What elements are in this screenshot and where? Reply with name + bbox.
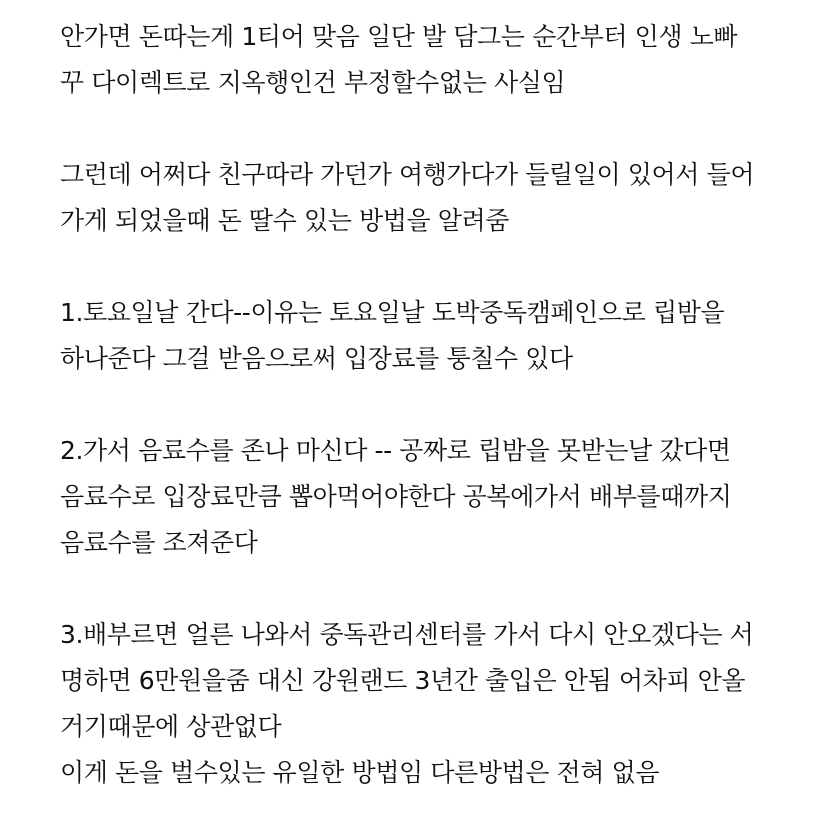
- text-line: 음료수를 조져준다: [60, 528, 258, 557]
- text-line: 2.가서 음료수를 존나 마신다 -- 공짜로 립밤을 못받는날 갔다면: [60, 436, 731, 465]
- text-line: 음료수로 입장료만큼 뽑아먹어야한다 공복에가서 배부를때까지: [60, 482, 732, 511]
- text-line: 거기때문에 상관없다: [60, 712, 282, 741]
- text-line: 1.토요일날 간다--이유는 토요일날 도박중독캠페인으로 립밤을: [60, 298, 725, 327]
- paragraph-step-2: [60, 428, 800, 566]
- paragraph-step-1: [60, 290, 800, 382]
- paragraph-context: [60, 152, 800, 244]
- paragraph-intro: [60, 14, 800, 106]
- text-line: 이게 돈을 벌수있는 유일한 방법임 다른방법은 전혀 없음: [60, 758, 660, 787]
- paragraph-step-3: [60, 612, 800, 750]
- text-line: 그런데 어쩌다 친구따라 가던가 여행가다가 들릴일이 있어서 들어: [60, 160, 755, 189]
- paragraph-conclusion: [60, 750, 800, 796]
- text-line: 3.배부르면 얼른 나와서 중독관리센터를 가서 다시 안오겠다는 서: [60, 620, 754, 649]
- text-line: 안가면 돈따는게 1티어 맞음 일단 발 담그는 순간부터 인생 노빠: [60, 22, 738, 51]
- text-line: 하나준다 그걸 받음으로써 입장료를 퉁칠수 있다: [60, 344, 573, 373]
- text-line: 꾸 다이렉트로 지옥행인건 부정할수없는 사실임: [60, 68, 566, 97]
- text-line: 명하면 6만원을줌 대신 강원랜드 3년간 출입은 안됨 어차피 안올: [60, 666, 746, 695]
- text-line: 가게 되었을때 돈 딸수 있는 방법을 알려줌: [60, 206, 510, 235]
